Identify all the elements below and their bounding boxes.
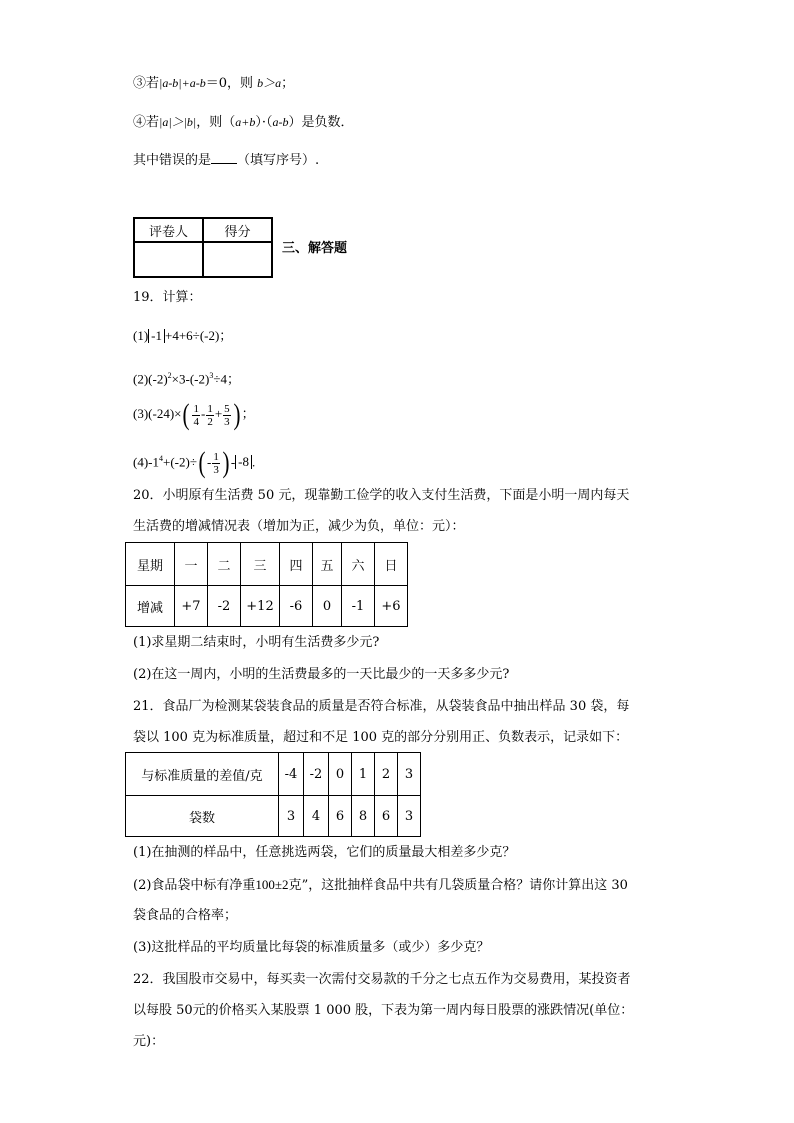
q19-part4-neg: -: [206, 454, 212, 470]
score-table-score-cell[interactable]: [203, 242, 272, 277]
q22-line3: 元)：: [133, 1034, 165, 1049]
table-cell: 与标准质量的差值/克: [126, 753, 279, 796]
statement-3: [133, 73, 294, 94]
q19-part2-exp1: 2: [167, 371, 172, 380]
score-table-grader-cell[interactable]: [134, 242, 203, 277]
q19-part1-abs: -1: [148, 329, 165, 343]
table-row: [126, 586, 408, 627]
table-cell: 星期: [126, 543, 175, 586]
q20-line2: 生活费的增减情况表（增加为正，减少为负，单位：元）：: [133, 519, 465, 534]
q19-part2: [133, 366, 240, 389]
table-cell: -2: [304, 753, 329, 796]
table-row: [126, 796, 421, 837]
q19-part2-a: (2)(-2): [133, 371, 168, 387]
q21-table: [125, 752, 421, 837]
question-text-before: 其中错误的是: [133, 153, 212, 168]
left-paren: (: [182, 398, 190, 432]
table-cell: 0: [313, 586, 342, 627]
minus-sign: -: [200, 406, 206, 421]
q19-part4-a: (4)-1: [133, 454, 159, 470]
q21-line1: 21．食品厂为检测某袋装食品的质量是否符合标准，从袋装食品中抽出样品 30 袋，每: [133, 699, 630, 714]
table-cell: 6: [329, 796, 352, 837]
section-title: 三、解答题: [282, 241, 348, 256]
table-cell: 8: [352, 796, 375, 837]
table-cell: 3: [279, 796, 304, 837]
score-table-grader-header: 评卷人: [134, 218, 203, 242]
table-cell: 4: [304, 796, 329, 837]
statement-3-end: ；: [281, 76, 295, 91]
q21-sub2-c: ”，这批抽样食品中共有几袋质量合格？请你计算出这 30: [301, 878, 628, 893]
table-cell: 日: [375, 543, 408, 586]
table-cell: 五: [313, 543, 342, 586]
q19-part3-a: (3)(-24)×: [133, 406, 182, 421]
table-cell: -4: [279, 753, 304, 796]
table-cell: 6: [375, 796, 398, 837]
fraction-1-4: $\frac{1}{4}$: [193, 402, 199, 428]
fraction-5-3: $\frac{5}{3}$: [224, 402, 230, 428]
q22-line1: 22．我国股市交易中，每买卖一次需付交易款的千分之七点五作为交易费用，某投资者: [133, 972, 631, 987]
score-table-score-header: 得分: [203, 218, 272, 242]
q19-part1-label: (1): [133, 328, 149, 343]
right-paren: ): [233, 398, 241, 432]
q19-part3: [133, 397, 255, 431]
table-row: [126, 753, 421, 796]
statement-4-mid: ，则（: [196, 115, 236, 130]
statement-4-expr: |a|＞|b|: [159, 115, 197, 129]
q21-sub2: [133, 875, 628, 896]
q19-part4-abs: -8: [235, 455, 252, 469]
plus-sign: +: [214, 406, 223, 421]
q19-part4: [133, 442, 255, 479]
statement-4-end: ）是负数．: [288, 115, 354, 130]
table-cell: 六: [342, 543, 375, 586]
score-table: [133, 217, 273, 278]
table-cell: 1: [352, 753, 375, 796]
table-cell: 2: [375, 753, 398, 796]
statement-3-expr: |a-b|+a-b: [159, 76, 206, 90]
table-cell: 一: [175, 543, 208, 586]
q19-part3-end: ；: [241, 406, 255, 421]
q19-part1-rest: +4+6÷(-2)；: [165, 328, 233, 343]
statement-4-expr2: a+b: [235, 115, 256, 129]
q21-sub2-weight: 100±2克: [255, 877, 302, 892]
statement-4-expr3: a-b: [272, 115, 289, 129]
q19-part4-exp: 4: [159, 454, 163, 463]
statement-4-prefix: ④若: [133, 115, 160, 130]
statement-3-expr2: b＞a: [257, 76, 282, 90]
fraction-1-3: $\frac{1}{3}$: [213, 450, 219, 476]
fill-blank-question: [133, 150, 319, 171]
statement-4: [133, 112, 354, 133]
table-cell: 四: [280, 543, 313, 586]
q21-sub3: (3)这批样品的平均质量比每袋的标准质量多（或少）多少克？: [133, 940, 490, 955]
q19-title: 19．计算：: [133, 290, 202, 305]
q19-part1: [133, 326, 232, 346]
question-text-after: （填写序号）.: [237, 153, 320, 168]
table-cell: 二: [208, 543, 241, 586]
q20-sub2: (2)在这一周内，小明的生活费最多的一天比最少的一天多多少元?: [133, 667, 510, 682]
left-paren: (: [198, 446, 206, 480]
table-cell: 袋数: [126, 796, 279, 837]
q19-part2-b: ×3-(-2): [171, 371, 210, 387]
table-cell: 3: [398, 753, 421, 796]
q19-part2-exp2: 3: [209, 371, 214, 380]
statement-4-mid2: ）·（: [255, 115, 273, 130]
table-cell: 三: [241, 543, 280, 586]
q20-line1: 20．小明原有生活费 50 元，现靠勤工俭学的收入支付生活费，下面是小明一周内每天: [133, 488, 630, 503]
table-cell: +7: [175, 586, 208, 627]
q21-sub1: (1)在抽测的样品中，任意挑选两袋，它们的质量最大相差多少克？: [133, 845, 516, 860]
table-row: [126, 543, 408, 586]
table-cell: -1: [342, 586, 375, 627]
q19-part2-c: ÷4；: [213, 371, 240, 387]
q19-part4-end: .: [252, 454, 256, 470]
answer-blank[interactable]: [211, 150, 237, 164]
table-cell: -2: [208, 586, 241, 627]
q19-part4-b: +(-2)÷: [163, 454, 197, 470]
q21-line2: 袋以 100 克为标准质量，超过和不足 100 克的部分分别用正、负数表示，记录如下：: [133, 730, 629, 745]
statement-3-prefix: ③若: [133, 76, 160, 91]
q22-line2: 以每股 50元的价格买入某股票 1 000 股，下表为第一周内每日股票的涨跌情况(单位：: [133, 1003, 634, 1018]
q21-sub2-line2: 袋食品的合格率；: [133, 908, 238, 923]
fraction-1-2: $\frac{1}{2}$: [207, 402, 213, 428]
table-cell: +12: [241, 586, 280, 627]
q19-part4-minus: -: [230, 454, 236, 470]
table-cell: -6: [280, 586, 313, 627]
right-paren: ): [222, 446, 230, 480]
q20-sub1: (1)求星期二结束时，小明有生活费多少元?: [133, 635, 380, 650]
table-cell: 增减: [126, 586, 175, 627]
q21-sub2-a: (2)食品袋中标有净重: [133, 878, 256, 893]
table-cell: 3: [398, 796, 421, 837]
q20-table: [125, 542, 408, 627]
table-cell: +6: [375, 586, 408, 627]
statement-3-mid: ＝0，则: [205, 76, 258, 91]
table-cell: 0: [329, 753, 352, 796]
